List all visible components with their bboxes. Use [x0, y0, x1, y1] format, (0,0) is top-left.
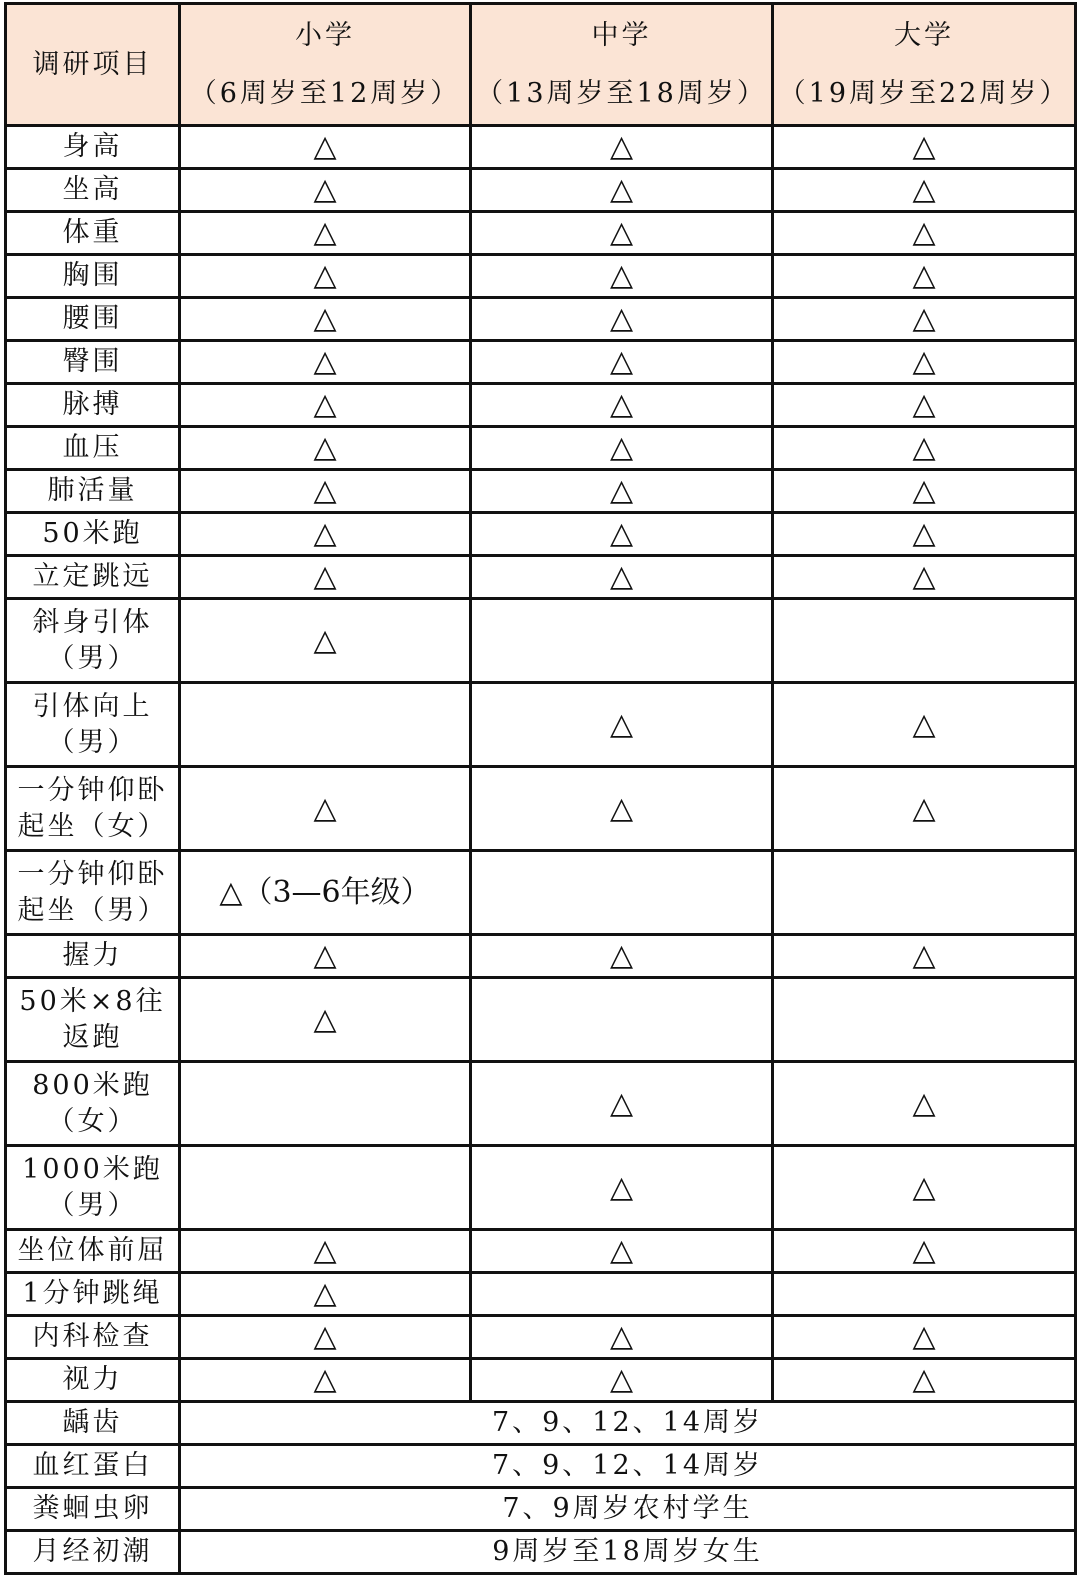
survey-item-name: 血压: [6, 427, 180, 470]
middle-school-cell: △: [471, 298, 773, 341]
university-cell: △: [773, 384, 1076, 427]
university-cell: [773, 978, 1076, 1062]
table-row: [6, 1230, 1076, 1273]
middle-school-cell: △: [471, 1316, 773, 1359]
table-row: [6, 212, 1076, 255]
survey-item-name: 胸围: [6, 255, 180, 298]
header-university: [773, 4, 1076, 126]
table-row: [6, 851, 1076, 935]
middle-school-cell: △: [471, 683, 773, 767]
table-row: [6, 767, 1076, 851]
middle-school-cell: △: [471, 935, 773, 978]
university-cell: △: [773, 683, 1076, 767]
primary-school-cell: [180, 683, 471, 767]
middle-school-cell: △: [471, 1062, 773, 1146]
primary-school-cell: △（3—6年级）: [180, 851, 471, 935]
primary-school-cell: △: [180, 935, 471, 978]
table-row: [6, 126, 1076, 169]
survey-item-name: 1分钟跳绳: [6, 1273, 180, 1316]
age-requirement-cell: 9周岁至18周岁女生: [180, 1531, 1076, 1574]
table-row: [6, 978, 1076, 1062]
primary-school-cell: △: [180, 599, 471, 683]
table-row: [6, 1146, 1076, 1230]
table-row: [6, 513, 1076, 556]
header-row: [6, 4, 1076, 126]
middle-school-cell: △: [471, 169, 773, 212]
primary-school-cell: △: [180, 255, 471, 298]
university-cell: △: [773, 935, 1076, 978]
primary-school-cell: △: [180, 767, 471, 851]
university-cell: △: [773, 513, 1076, 556]
table-row: [6, 1488, 1076, 1531]
primary-school-cell: △: [180, 212, 471, 255]
primary-school-cell: △: [180, 1359, 471, 1402]
group-name: 中学: [591, 19, 652, 51]
university-cell: [773, 599, 1076, 683]
university-cell: △: [773, 1316, 1076, 1359]
primary-school-cell: △: [180, 298, 471, 341]
university-cell: △: [773, 255, 1076, 298]
primary-school-cell: △: [180, 384, 471, 427]
university-cell: △: [773, 767, 1076, 851]
middle-school-cell: [471, 599, 773, 683]
survey-item-name: 脉搏: [6, 384, 180, 427]
primary-school-cell: [180, 1146, 471, 1230]
middle-school-cell: △: [471, 513, 773, 556]
middle-school-cell: △: [471, 556, 773, 599]
middle-school-cell: △: [471, 1230, 773, 1273]
middle-school-cell: [471, 1273, 773, 1316]
university-cell: △: [773, 1359, 1076, 1402]
group-name: 小学: [295, 19, 355, 51]
primary-school-cell: △: [180, 1230, 471, 1273]
header-primary-school: [180, 4, 471, 126]
survey-item-name: 臀围: [6, 341, 180, 384]
table-row: [6, 298, 1076, 341]
survey-item-name: 50米×8往返跑: [6, 978, 180, 1062]
university-cell: [773, 1273, 1076, 1316]
primary-school-cell: △: [180, 1273, 471, 1316]
table-row: [6, 1531, 1076, 1574]
university-cell: △: [773, 341, 1076, 384]
survey-item-name: 引体向上（男）: [6, 683, 180, 767]
primary-school-cell: [180, 1062, 471, 1146]
survey-item-name: 身高: [6, 126, 180, 169]
table-row: [6, 427, 1076, 470]
university-cell: △: [773, 470, 1076, 513]
table-row: [6, 599, 1076, 683]
survey-item-name: 立定跳远: [6, 556, 180, 599]
middle-school-cell: △: [471, 427, 773, 470]
survey-item-name: 体重: [6, 212, 180, 255]
header-item-label: 调研项目: [6, 4, 180, 126]
survey-item-name: 月经初潮: [6, 1531, 180, 1574]
survey-item-name: 血红蛋白: [6, 1445, 180, 1488]
table-row: [6, 556, 1076, 599]
table-row: [6, 1402, 1076, 1445]
primary-school-cell: △: [180, 126, 471, 169]
survey-item-name: 斜身引体（男）: [6, 599, 180, 683]
table-row: [6, 1062, 1076, 1146]
middle-school-cell: △: [471, 470, 773, 513]
survey-item-name: 坐位体前屈: [6, 1230, 180, 1273]
primary-school-cell: △: [180, 169, 471, 212]
middle-school-cell: △: [471, 255, 773, 298]
middle-school-cell: △: [471, 384, 773, 427]
university-cell: △: [773, 1146, 1076, 1230]
primary-school-cell: △: [180, 513, 471, 556]
survey-item-name: 内科检查: [6, 1316, 180, 1359]
university-cell: △: [773, 126, 1076, 169]
middle-school-cell: △: [471, 126, 773, 169]
university-cell: △: [773, 298, 1076, 341]
primary-school-cell: △: [180, 1316, 471, 1359]
middle-school-cell: △: [471, 1146, 773, 1230]
table-row: [6, 1359, 1076, 1402]
table-row: [6, 341, 1076, 384]
survey-item-name: 握力: [6, 935, 180, 978]
primary-school-cell: △: [180, 470, 471, 513]
age-requirement-cell: 7、9、12、14周岁: [180, 1402, 1076, 1445]
middle-school-cell: △: [471, 341, 773, 384]
survey-item-name: 50米跑: [6, 513, 180, 556]
table-row: [6, 169, 1076, 212]
middle-school-cell: [471, 851, 773, 935]
primary-school-cell: △: [180, 556, 471, 599]
middle-school-cell: △: [471, 767, 773, 851]
survey-item-name: 视力: [6, 1359, 180, 1402]
university-cell: △: [773, 1062, 1076, 1146]
group-age-range: （6周岁至12周岁）: [189, 77, 461, 109]
survey-items-table: [4, 2, 1077, 1575]
age-requirement-cell: 7、9、12、14周岁: [180, 1445, 1076, 1488]
survey-item-name: 一分钟仰卧起坐（女）: [6, 767, 180, 851]
survey-item-name: 肺活量: [6, 470, 180, 513]
table-row: [6, 384, 1076, 427]
group-age-range: （19周岁至22周岁）: [778, 77, 1070, 109]
header-middle-school: [471, 4, 773, 126]
middle-school-cell: △: [471, 1359, 773, 1402]
university-cell: △: [773, 556, 1076, 599]
table-row: [6, 1273, 1076, 1316]
table-row: [6, 935, 1076, 978]
university-cell: △: [773, 169, 1076, 212]
age-requirement-cell: 7、9周岁农村学生: [180, 1488, 1076, 1531]
table-row: [6, 1445, 1076, 1488]
university-cell: △: [773, 427, 1076, 470]
survey-item-name: 一分钟仰卧起坐（男）: [6, 851, 180, 935]
table-row: [6, 255, 1076, 298]
middle-school-cell: △: [471, 212, 773, 255]
table-row: [6, 683, 1076, 767]
primary-school-cell: △: [180, 427, 471, 470]
university-cell: [773, 851, 1076, 935]
survey-item-name: 龋齿: [6, 1402, 180, 1445]
middle-school-cell: [471, 978, 773, 1062]
table-row: [6, 470, 1076, 513]
survey-item-name: 粪蛔虫卵: [6, 1488, 180, 1531]
primary-school-cell: △: [180, 341, 471, 384]
survey-item-name: 800米跑（女）: [6, 1062, 180, 1146]
survey-item-name: 腰围: [6, 298, 180, 341]
survey-item-name: 1000米跑（男）: [6, 1146, 180, 1230]
primary-school-cell: △: [180, 978, 471, 1062]
table-body: [6, 126, 1076, 1574]
university-cell: △: [773, 1230, 1076, 1273]
group-age-range: （13周岁至18周岁）: [476, 77, 767, 109]
survey-item-name: 坐高: [6, 169, 180, 212]
table-row: [6, 1316, 1076, 1359]
group-name: 大学: [894, 19, 954, 51]
university-cell: △: [773, 212, 1076, 255]
